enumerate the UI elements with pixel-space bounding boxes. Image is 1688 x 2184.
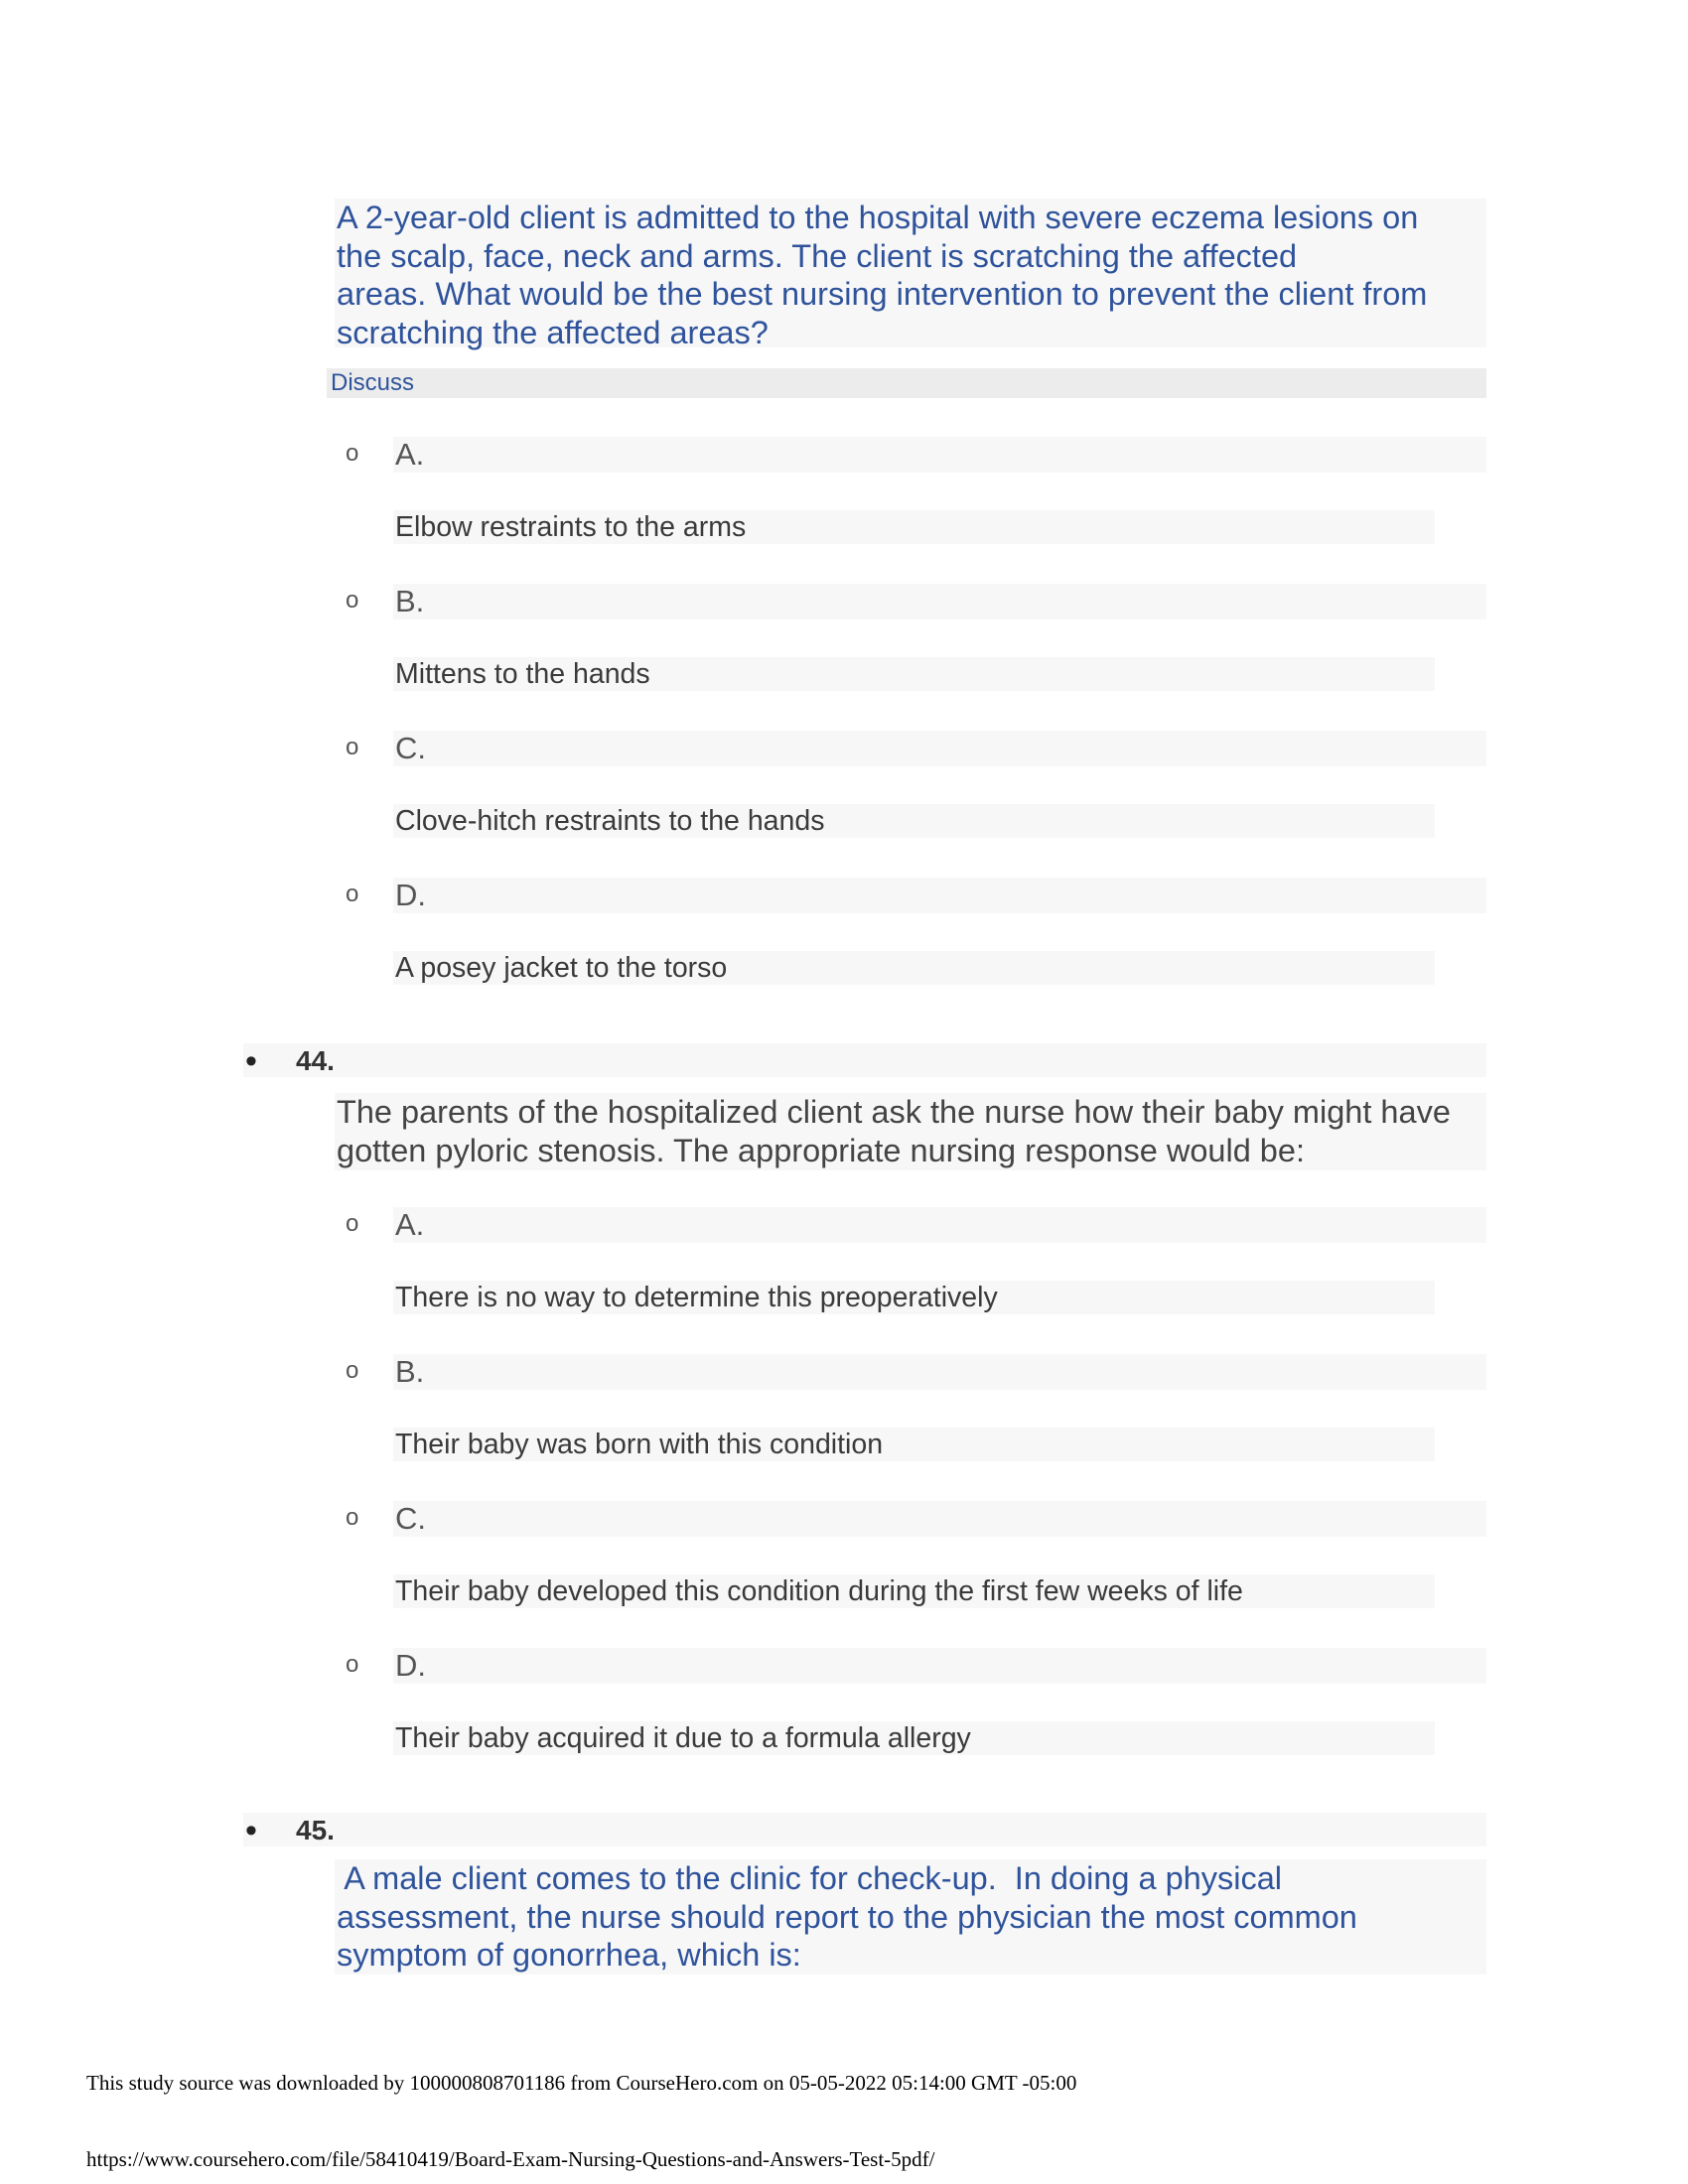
option-bullet: o xyxy=(346,1357,359,1384)
q43-option-c-text[interactable]: Clove-hitch restraints to the hands xyxy=(393,804,1435,838)
q43-option-d-text[interactable]: A posey jacket to the torso xyxy=(393,951,1435,985)
q44-option-b-text[interactable]: Their baby was born with this condition xyxy=(393,1428,1435,1461)
q44-option-a-text[interactable]: There is no way to determine this preoperatively xyxy=(393,1281,1435,1314)
list-bullet: • xyxy=(245,1042,257,1080)
option-bullet: o xyxy=(346,734,359,760)
question-44-text xyxy=(335,1093,1486,1170)
option-bullet: o xyxy=(346,1651,359,1678)
question-45-line: symptom of gonorrhea, which is: xyxy=(337,1937,801,1973)
download-notice: This study source was downloaded by 100000808701186 from CourseHero.com on 05-05-2022 05:14:00 GMT -05:00 xyxy=(86,2071,1077,2095)
option-bullet: o xyxy=(346,881,359,907)
question-43-text xyxy=(335,199,1486,350)
question-44-number-bar xyxy=(243,1042,1486,1080)
question-44-line: gotten pyloric stenosis. The appropriate nursing response would be: xyxy=(337,1132,1305,1168)
question-44-line: The parents of the hospitalized client ask the nurse how their baby might have xyxy=(337,1094,1451,1130)
option-bullet: o xyxy=(346,440,359,467)
question-43-line: the scalp, face, neck and arms. The client is scratching the affected xyxy=(337,237,1298,274)
q43-option-a-text[interactable]: Elbow restraints to the arms xyxy=(393,510,1435,544)
question-45-line: assessment, the nurse should report to the physician the most common xyxy=(337,1898,1357,1935)
q43-option-b-text[interactable]: Mittens to the hands xyxy=(393,657,1435,691)
option-bullet: o xyxy=(346,1504,359,1531)
q43-option-a-letter[interactable]: A. xyxy=(393,437,1486,473)
list-bullet: • xyxy=(245,1812,257,1849)
q44-option-b-letter[interactable]: B. xyxy=(393,1354,1486,1390)
discuss-link[interactable]: Discuss xyxy=(327,368,1486,398)
option-bullet: o xyxy=(346,1210,359,1237)
question-44-number: 44. xyxy=(296,1045,335,1076)
option-bullet: o xyxy=(346,587,359,614)
question-43-line: A 2-year-old client is admitted to the hospital with severe eczema lesions on xyxy=(337,200,1419,235)
source-url[interactable]: https://www.coursehero.com/file/58410419/Board-Exam-Nursing-Questions-and-Answers-Test-5pdf/ xyxy=(86,2147,935,2171)
q44-option-c-letter[interactable]: C. xyxy=(393,1501,1486,1537)
q44-option-a-letter[interactable]: A. xyxy=(393,1207,1486,1243)
question-45-line: A male client comes to the clinic for check-up. In doing a physical xyxy=(337,1860,1283,1896)
q44-option-d-letter[interactable]: D. xyxy=(393,1648,1486,1684)
q43-option-b-letter[interactable]: B. xyxy=(393,584,1486,619)
question-45-number-bar xyxy=(243,1812,1486,1849)
question-45-text xyxy=(335,1859,1486,1975)
q43-option-c-letter[interactable]: C. xyxy=(393,731,1486,766)
question-43-line: areas. What would be the best nursing intervention to prevent the client from xyxy=(337,276,1428,312)
question-45-number: 45. xyxy=(296,1815,335,1845)
question-43-line: scratching the affected areas? xyxy=(337,314,769,350)
q44-option-c-text[interactable]: Their baby developed this condition during the first few weeks of life xyxy=(393,1574,1435,1608)
q44-option-d-text[interactable]: Their baby acquired it due to a formula allergy xyxy=(393,1721,1435,1755)
q43-option-d-letter[interactable]: D. xyxy=(393,878,1486,913)
